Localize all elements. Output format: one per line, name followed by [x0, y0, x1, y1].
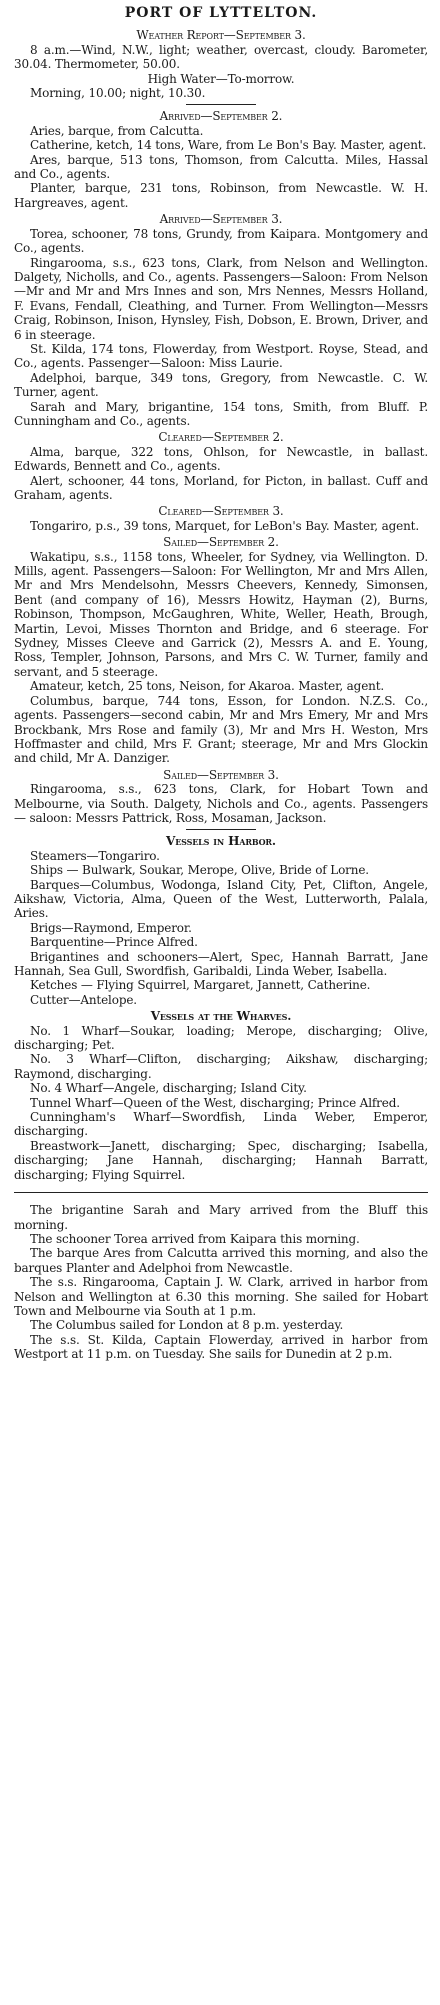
wharf-entry: Cunningham's Wharf—Swordfish, Linda Weber, Emperor, discharging.	[14, 1110, 428, 1139]
shipping-entry: Catherine, ketch, 14 tons, Ware, from Le Bon's Bay. Master, agent.	[30, 138, 427, 153]
cleared-sep2-heading: Cleared—September 2.	[158, 430, 284, 445]
shipping-entry: Planter, barque, 231 tons, Robinson, from Newcastle. W. H. Hargreaves, agent.	[14, 181, 428, 210]
weather-report: 8 a.m.—Wind, N.W., light; weather, overcast, cloudy. Barometer, 30.04. Thermometer, 50.00.	[14, 42, 428, 72]
wharf-entry: No. 3 Wharf—Clifton, discharging; Aikshaw, discharging; Raymond, discharging.	[14, 1052, 428, 1081]
shipping-entry: Ares, barque, 513 tons, Thomson, from Calcutta. Miles, Hassal and Co., agents.	[14, 152, 428, 182]
shipping-entry: Ringarooma, s.s., 623 tons, Clark, from Nelson and Wellington. Dalgety, Nicholls, and Co., agents. Passengers—Saloon: From Nelson—Mr and Mr and Mrs Innes and son, Mrs Nennes, Messrs Holland, F. Evans, Fendall, Cleathing, and Turner. From Wellington—Messrs Craig, Robinson, Inison, Hynsley, Fish, Dobson, E. Brown, Driver, and 6 in steerage.	[14, 255, 428, 342]
shipping-entry: Amateur, ketch, 25 tons, Neison, for Akaroa. Master, agent.	[30, 679, 385, 694]
shipping-entry: Alert, schooner, 44 tons, Morland, for Picton, in ballast. Cuff and Graham, agents.	[14, 473, 428, 502]
shipping-entry: Adelphoi, barque, 349 tons, Gregory, from Newcastle. C. W. Turner, agent.	[14, 370, 428, 400]
shipping-entry: Torea, schooner, 78 tons, Grundy, from Kaipara. Montgomery and Co., agents.	[14, 226, 428, 256]
sailed-sep3-heading: Sailed—September 3.	[163, 767, 279, 782]
sailed-sep2-heading: Sailed—September 2.	[163, 535, 279, 550]
vessels-in-harbor-heading: Vessels in Harbor.	[166, 834, 276, 849]
arrived-sep3-heading: Arrived—September 3.	[159, 212, 283, 227]
shipping-entry: Tongariro, p.s., 39 tons, Marquet, for LeBon's Bay. Master, agent.	[30, 518, 420, 533]
section-divider	[186, 829, 256, 830]
wharf-entry: No. 1 Wharf—Soukar, loading; Merope, discharging; Olive, discharging; Pet.	[14, 1023, 428, 1053]
harbor-entry: Ketches — Flying Squirrel, Margaret, Jannett, Catherine.	[30, 978, 371, 993]
news-paragraph: The barque Ares from Calcutta arrived this morning, and also the barques Planter and Adelphoi from Newcastle.	[14, 1246, 428, 1275]
section-divider	[186, 104, 256, 105]
column-divider	[14, 1192, 428, 1193]
cleared-sep3-heading: Cleared—September 3.	[158, 504, 284, 519]
shipping-entry: Wakatipu, s.s., 1158 tons, Wheeler, for Sydney, via Wellington. D. Mills, agent. Passengers—Saloon: For Wellington, Mr and Mrs Allen, Mr and Mrs Mendelsohn, Messrs Cheevers, Kennedy, Simonsen, Bent (and company of 16), Messrs Howitz, Hayman (2), Burns, Robinson, Thompson, McGaughren, White, Weller, Heath, Brough, Martin, Levoi, Misses Thornton and Bridge, and 6 steerage. For Sydney, Misses Cleeve and Garrick (2), Messrs A. and E. Young, Ross, Templer, Johnson, Parsons, and Mrs C. W. Turner, family and servant, and 5 steerage.	[14, 549, 428, 679]
harbor-entry: Steamers—Tongariro.	[30, 848, 160, 863]
harbor-entry: Cutter—Antelope.	[30, 992, 137, 1007]
news-paragraph: The Columbus sailed for London at 8 p.m. yesterday.	[30, 1318, 344, 1333]
shipping-entry: Ringarooma, s.s., 623 tons, Clark, for Hobart Town and Melbourne, via South. Dalgety, Nichols and Co., agents. Passengers — saloon: Messrs Pattrick, Ross, Mosaman, Jackson.	[14, 782, 428, 825]
shipping-entry: Sarah and Mary, brigantine, 154 tons, Smith, from Bluff. P. Cunningham and Co., agents.	[14, 399, 428, 428]
news-paragraph: The s.s. St. Kilda, Captain Flowerday, arrived in harbor from Westport at 11 p.m. on Tuesday. She sails for Dunedin at 2 p.m.	[14, 1332, 428, 1362]
harbor-entry: Brigantines and schooners—Alert, Spec, Hannah Barratt, Jane Hannah, Sea Gull, Swordfish, Garibaldi, Linda Weber, Isabella.	[14, 949, 428, 978]
arrived-sep2-heading: Arrived—September 2.	[159, 109, 283, 124]
harbor-entry: Ships — Bulwark, Soukar, Merope, Olive, Bride of Lorne.	[30, 863, 369, 878]
harbor-entry: Barques—Columbus, Wodonga, Island City, Pet, Clifton, Angele, Aikshaw, Victoria, Alma, Queen of the West, Lutterworth, Palala, Aries.	[14, 877, 428, 921]
shipping-entry: St. Kilda, 174 tons, Flowerday, from Westport. Royse, Stead, and Co., agents. Passenger—Saloon: Miss Laurie.	[14, 341, 428, 371]
page-title: PORT OF LYTTELTON.	[124, 5, 318, 21]
wharf-entry: Tunnel Wharf—Queen of the West, discharging; Prince Alfred.	[30, 1095, 400, 1110]
shipping-entry: Columbus, barque, 744 tons, Esson, for London. N.Z.S. Co., agents. Passengers—second cabin, Mr and Mrs Emery, Mr and Mrs Brockbank, Mrs Rose and family (3), Mr and Mrs H. Weston, Mrs Hoffmaster and child, Mrs F. Grant; steerage, Mr and Mrs Glockin and child, Mr A. Danziger.	[14, 693, 428, 766]
news-paragraph: The brigantine Sarah and Mary arrived from the Bluff this morning.	[14, 1203, 428, 1232]
high-water-times: Morning, 10.00; night, 10.30.	[30, 86, 206, 101]
shipping-entry: Aries, barque, from Calcutta.	[30, 123, 204, 138]
harbor-entry: Barquentine—Prince Alfred.	[30, 935, 198, 950]
weather-heading: Weather Report—September 3.	[136, 28, 306, 43]
wharf-entry: No. 4 Wharf—Angele, discharging; Island City.	[30, 1081, 307, 1096]
news-paragraph: The schooner Torea arrived from Kaipara this morning.	[30, 1231, 360, 1246]
wharf-entry: Breastwork—Janett, discharging; Spec, discharging; Isabella, discharging; Jane Hannah, discharging; Hannah Barratt, discharging; Flying Squirrel.	[14, 1138, 428, 1182]
vessels-at-wharves-heading: Vessels at the Wharves.	[150, 1009, 292, 1024]
shipping-entry: Alma, barque, 322 tons, Ohlson, for Newcastle, in ballast. Edwards, Bennett and Co., agents.	[14, 444, 428, 474]
high-water-label: High Water—To-morrow.	[147, 71, 295, 86]
news-paragraph: The s.s. Ringarooma, Captain J. W. Clark, arrived in harbor from Nelson and Wellington at 6.30 this morning. She sailed for Hobart Town and Melbourne via South at 1 p.m.	[14, 1275, 428, 1318]
harbor-entry: Brigs—Raymond, Emperor.	[30, 920, 192, 935]
